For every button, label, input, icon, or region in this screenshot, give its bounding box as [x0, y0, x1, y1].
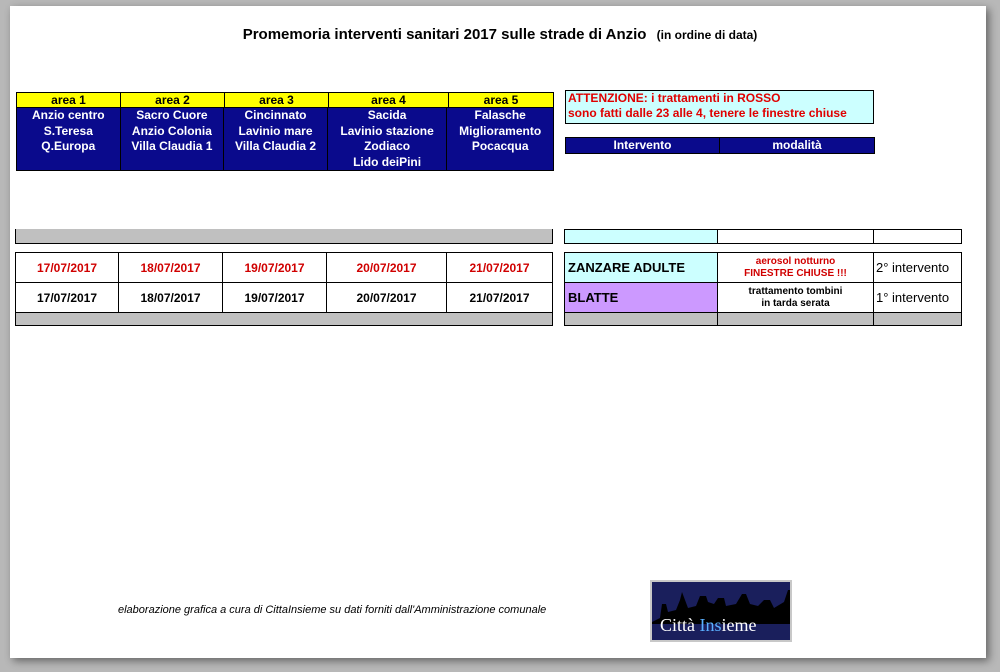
- note-cell: 1° intervento: [873, 282, 962, 313]
- location: Cincinnato: [244, 108, 307, 122]
- cittainsieme-logo: [650, 580, 792, 642]
- location-empty: [17, 155, 120, 171]
- modalita-cell: [717, 282, 874, 313]
- attention-line-1: ATTENZIONE: i trattamenti in ROSSO: [568, 91, 781, 105]
- area-4-header: area 4: [328, 93, 448, 107]
- area-1-header: area 1: [16, 93, 120, 107]
- location-empty: [121, 155, 224, 171]
- location: Lavinio mare: [238, 123, 313, 138]
- modalita-cell: [717, 252, 874, 283]
- area-2-header: area 2: [120, 93, 224, 107]
- separator-cell: [873, 312, 962, 326]
- date-area-4: 20/07/2017: [326, 282, 447, 313]
- gray-separator-bottom: [16, 313, 979, 327]
- gray-separator-top: [16, 230, 979, 245]
- area-3-locations: [224, 108, 328, 170]
- separator-cell: [717, 312, 874, 326]
- date-area-5: 21/07/2017: [446, 282, 553, 313]
- logo-text-part: ieme: [721, 615, 757, 635]
- logo-text-part: Città: [660, 615, 700, 635]
- modalita-line: FINESTRE CHIUSE !!!: [744, 267, 847, 279]
- area-5-locations: [447, 108, 553, 170]
- location-empty: [447, 155, 553, 171]
- location-empty: [224, 155, 327, 171]
- logo-text: [660, 615, 756, 636]
- separator-cell: [717, 229, 874, 244]
- area-locations: [16, 108, 554, 171]
- table-row: [16, 253, 979, 283]
- location: Falasche: [474, 108, 526, 122]
- date-area-1: 17/07/2017: [15, 282, 119, 313]
- location: Sacida: [367, 108, 407, 122]
- separator-cell: [15, 312, 553, 326]
- separator-cell: [564, 312, 718, 326]
- location: Anzio centro: [31, 108, 105, 122]
- modalita-line: trattamento tombini: [748, 285, 843, 297]
- date-area-4: 20/07/2017: [326, 252, 447, 283]
- date-area-1: 17/07/2017: [15, 252, 119, 283]
- date-area-5: 21/07/2017: [446, 252, 553, 283]
- location: Q.Europa: [41, 139, 96, 153]
- separator-cell: [564, 229, 718, 244]
- area-header-row: [16, 92, 554, 108]
- location: S.Teresa: [43, 123, 93, 138]
- area-table: [16, 92, 554, 171]
- modalita-line: in tarda serata: [761, 297, 830, 309]
- location: Villa Claudia 1: [131, 139, 213, 153]
- intervention-header: [565, 137, 875, 154]
- schedule-table: [16, 230, 979, 327]
- location: Pocacqua: [471, 139, 529, 153]
- modalita-column-header: modalità: [772, 138, 822, 152]
- area-1-locations: [17, 108, 121, 170]
- attention-note: [565, 90, 874, 124]
- modalita-line: aerosol notturno: [755, 255, 836, 267]
- date-area-2: 18/07/2017: [118, 282, 223, 313]
- page-title: [0, 26, 1000, 43]
- separator-cell: [15, 229, 553, 244]
- location: Sacro Cuore: [136, 108, 208, 122]
- date-area-3: 19/07/2017: [222, 252, 327, 283]
- separator-cell: [873, 229, 962, 244]
- attention-line-2: sono fatti dalle 23 alle 4, tenere le finestre chiuse: [568, 106, 847, 120]
- area-3-header: area 3: [224, 93, 328, 107]
- location: Lavinio stazione: [340, 123, 434, 138]
- logo-text-part: Ins: [699, 615, 722, 635]
- intervento-cell: ZANZARE ADULTE: [564, 252, 718, 283]
- location: Miglioramento: [459, 123, 542, 138]
- intervento-column-header: Intervento: [566, 138, 720, 153]
- footer-credit: elaborazione grafica a cura di CittaInsieme su dati forniti dall'Amministrazione comunale: [118, 604, 547, 616]
- area-5-header: area 5: [448, 93, 554, 107]
- location: Villa Claudia 2: [234, 139, 317, 153]
- area-4-locations: [328, 108, 448, 170]
- title-sub: (in ordine di data): [656, 28, 758, 42]
- title-main: Promemoria interventi sanitari 2017 sulle strade di Anzio: [242, 26, 647, 43]
- date-area-2: 18/07/2017: [118, 252, 223, 283]
- location: Anzio Colonia: [131, 123, 212, 138]
- area-2-locations: [121, 108, 225, 170]
- intervento-cell: BLATTE: [564, 282, 718, 313]
- location: Lido deiPini: [353, 154, 422, 169]
- date-area-3: 19/07/2017: [222, 282, 327, 313]
- location: Zodiaco: [364, 139, 411, 153]
- table-row: [16, 283, 979, 313]
- note-cell: 2° intervento: [873, 252, 962, 283]
